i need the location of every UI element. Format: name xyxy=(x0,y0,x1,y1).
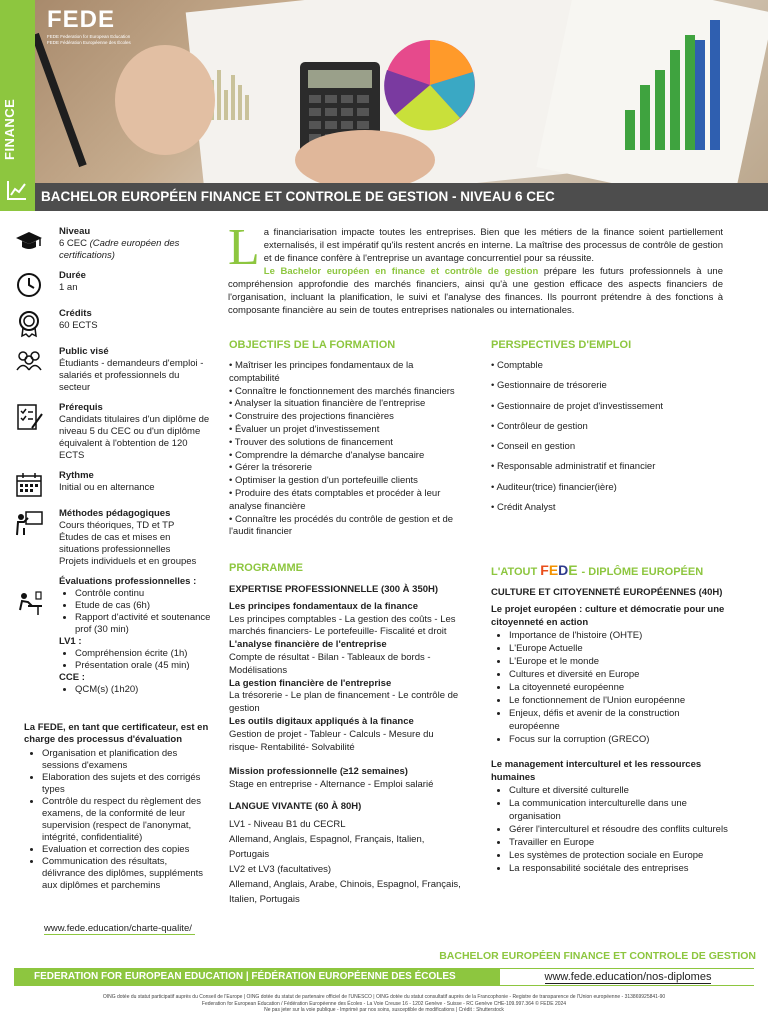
objectif-item: • Évaluer un projet d'investissement xyxy=(229,423,380,435)
calendar-icon xyxy=(14,470,44,500)
objectifs-list xyxy=(229,360,461,539)
objectif-item: • Connaître le fonctionnement des marchés financiers xyxy=(229,385,455,397)
mgmt-item: • Gérer l'interculturel et résoudre des conflits culturels xyxy=(509,823,729,836)
projet-item: • L'Europe et le monde xyxy=(509,655,729,668)
programme-block-title: La gestion financière de l'entreprise xyxy=(229,677,392,689)
title-bar xyxy=(35,183,768,211)
objectif-item: • Construire des projections financières xyxy=(229,411,394,423)
objectif-item: • Analyser la situation financière de l'entreprise xyxy=(229,398,426,410)
info-prerequis xyxy=(14,402,212,462)
evaluations-title: Évaluations professionnelles : xyxy=(59,576,197,587)
student-desk-icon xyxy=(14,588,44,618)
projet-item: • L'Europe Actuelle xyxy=(509,642,729,655)
intro-paragraph-1: a financiarisation impacte toutes les entreprises. Bien que les métiers de la finance soient partiellement externalisés, il est impératif qu'ils restent ancrés en interne. La maîtrise des processus de contrôle de gestion et de finance confère à l'entreprise un avantage concurrentiel pour sa réussite. xyxy=(263,227,723,264)
credits-title: Crédits xyxy=(59,308,92,319)
objectif-item: • Gérer la trésorerie xyxy=(229,462,313,474)
info-column xyxy=(14,226,212,704)
perspective-item: • Auditeur(trice) financier(ière) xyxy=(491,481,617,493)
objectif-item: • Optimiser la gestion d'un portefeuille clients xyxy=(229,475,418,487)
projet-item: • Enjeux, défis et avenir de la construction européenne xyxy=(509,707,729,733)
info-public xyxy=(14,346,212,394)
mgmt-item: • Les systèmes de protection sociale en Europe xyxy=(509,849,729,862)
fede-logo-subtitle-1: FEDE Federation for European Education xyxy=(47,34,131,39)
footer-legal xyxy=(40,994,728,1014)
expertise-title: EXPERTISE PROFESSIONNELLE (300 À 350H) xyxy=(229,584,439,595)
public-title: Public visé xyxy=(59,346,109,357)
legal-line-1: OING dotée du statut participatif auprès du Conseil de l'Europe | OING dotée du statut de partenaire officiel de l'UNESCO | OING dotée du statut consultatif auprès de la Francophonie - Registre de transparence de l'Union européenne - 313869925841-90 xyxy=(102,994,666,1000)
methodes-value-3: Projets individuels et en groupes xyxy=(59,556,197,567)
charte-qualite-link[interactable]: www.fede.education/charte-qualite/ xyxy=(44,923,195,935)
atout-title-post: - DIPLÔME EUROPÉEN xyxy=(581,566,704,578)
footer-program-name: BACHELOR EUROPÉEN FINANCE ET CONTROLE DE GESTION xyxy=(439,950,756,962)
fede-logo xyxy=(47,6,131,46)
duree-title: Durée xyxy=(59,270,86,281)
fede-box-item: • Evaluation et correction des copies xyxy=(42,844,212,856)
badge-icon xyxy=(14,308,44,338)
credits-value: 60 ECTS xyxy=(59,320,98,331)
footer-bar-text: FEDERATION FOR EUROPEAN EDUCATION | FÉDÉRATION EUROPÉENNE DES ÉCOLES xyxy=(34,971,456,982)
line-chart-icon xyxy=(5,178,29,202)
atout-title-pre: L'ATOUT xyxy=(491,566,538,578)
projet-item: • Focus sur la corruption (GRECO) xyxy=(509,733,729,746)
programme-block-title: L'analyse financière de l'entreprise xyxy=(229,639,387,651)
checklist-icon xyxy=(14,402,44,432)
atout-content xyxy=(491,586,729,875)
programme-block-body: La trésorerie - Le plan de financement - Le contrôle de gestion xyxy=(229,690,459,715)
legal-line-3: Ne pas jeter sur la voie publique - Imprimé par nos soins, susceptible de modifications | Crédit : Shutterstock xyxy=(264,1007,504,1013)
side-category-label: FINANCE xyxy=(2,98,17,160)
fede-box-item: • Contrôle du respect du règlement des examens, de la conformité de leur supervision (respect de l'anonymat, intégrité, confidentialité) xyxy=(42,796,212,844)
perspective-item: • Crédit Analyst xyxy=(491,502,556,514)
lv1-languages: Allemand, Anglais, Espagnol, Français, Italien, Portugais xyxy=(229,833,425,860)
perspective-item: • Comptable xyxy=(491,360,543,371)
info-methodes xyxy=(14,508,212,568)
methodes-value-1: Cours théoriques, TD et TP xyxy=(59,520,175,531)
fede-evaluation-box xyxy=(20,722,212,892)
evaluations-item: • Contrôle continu xyxy=(75,588,212,600)
atout-heading xyxy=(491,562,703,578)
lv23-languages: Allemand, Anglais, Arabe, Chinois, Espagnol, Français, Italien, Portugais xyxy=(229,878,461,905)
hero-photo xyxy=(35,0,768,183)
methodes-title: Méthodes pédagogiques xyxy=(59,508,171,519)
niveau-note: (Cadre européen des certifications) xyxy=(59,238,180,261)
rythme-value: Initial ou en alternance xyxy=(59,482,155,493)
info-rythme xyxy=(14,470,212,500)
programme-block-body: Gestion de projet - Tableur - Calculs - Mesure du risque- Rentabilité- Solvabilité xyxy=(229,728,434,753)
mgmt-item: • La communication interculturelle dans une organisation xyxy=(509,797,729,823)
people-icon xyxy=(14,346,44,376)
objectif-item: • Maîtriser les principes fondamentaux de la comptabilité xyxy=(229,360,414,384)
info-niveau xyxy=(14,226,212,262)
projet-item: • Le fonctionnement de l'Union européenne xyxy=(509,694,729,707)
programme-block-body: Compte de résultat - Bilan - Tableaux de bords - Modélisations xyxy=(229,651,431,676)
objectif-item: • Connaître les procédés du contrôle de gestion et de l'audit financier xyxy=(229,513,454,538)
niveau-value: 6 CEC xyxy=(59,238,87,249)
atout-subtitle: CULTURE ET CITOYENNETÉ EUROPÉENNES (40H) xyxy=(491,587,723,598)
mission-title: Mission professionnelle (≥12 semaines) xyxy=(229,766,408,778)
mgmt-item: • La responsabilité sociétale des entreprises xyxy=(509,862,729,875)
mission-body: Stage en entreprise - Alternance - Emploi salarié xyxy=(229,779,434,791)
intro-dropcap: L xyxy=(228,219,260,276)
programme-block-title: Les principes fondamentaux de la finance xyxy=(229,600,418,612)
intro-text xyxy=(228,219,723,317)
intro-paragraph-2: prépare les futurs professionnels à une compréhension approfondie des marchés financiers, ainsi qu'à une gestion efficace des aspects financiers de l'organisation, incluant la planification, le suivi et l'analyse des finances. Ils pourront prétendre à des fonctions à composante financière au sein de toutes entreprises nationales ou internationales. xyxy=(228,266,723,316)
atout-fede-logo: FEDE xyxy=(540,562,578,578)
projet-title: Le projet européen : culture et démocratie pour une citoyenneté en action xyxy=(491,604,725,628)
finance-documents-illustration xyxy=(35,0,768,183)
objectif-item: • Trouver des solutions de financement xyxy=(229,436,393,448)
info-evaluations xyxy=(14,576,212,696)
legal-line-2: Federation for European Education / Fédération Européenne des Écoles - La Voie Creuse 16 - 1202 Genève - Suisse - RC Genève CHE-109.997.364 © FEDE 2024 xyxy=(201,1000,567,1007)
programme-heading: PROGRAMME xyxy=(229,562,303,574)
nos-diplomes-link[interactable]: www.fede.education/nos-diplomes xyxy=(544,971,712,983)
lv1-item: • Compréhension écrite (1h) xyxy=(75,648,212,660)
niveau-title: Niveau xyxy=(59,226,91,237)
perspective-item: • Responsable administratif et financier xyxy=(491,461,656,473)
graduation-cap-icon xyxy=(14,226,44,256)
objectif-item: • Comprendre la démarche d'analyse bancaire xyxy=(229,449,425,461)
fede-logo-subtitle-2: FEDE Fédération Européenne des Écoles xyxy=(47,40,131,45)
page-title: BACHELOR EUROPÉEN FINANCE ET CONTROLE DE GESTION - NIVEAU 6 CEC xyxy=(41,189,555,204)
cce-item: • QCM(s) (1h20) xyxy=(75,684,212,696)
perspectives-list xyxy=(491,359,729,521)
teacher-icon xyxy=(14,508,44,538)
perspective-item: • Gestionnaire de trésorerie xyxy=(491,380,607,392)
lv1-item: • Présentation orale (45 min) xyxy=(75,660,212,672)
fede-box-lead: La FEDE, en tant que certificateur, est en charge des processus d'évaluation xyxy=(24,722,209,745)
fede-box-item: • Communication des résultats, délivrance des diplômes, suppléments aux diplômes et parchemins xyxy=(42,856,212,892)
prerequis-title: Prérequis xyxy=(59,402,103,413)
mgmt-title: Le management interculturel et les ressources humaines xyxy=(491,759,702,783)
fede-logo-text: FEDE xyxy=(47,6,116,33)
info-duree xyxy=(14,270,212,300)
objectif-item: • Produire des états comptables et procéder à leur analyse financière xyxy=(229,487,441,512)
info-credits xyxy=(14,308,212,338)
mgmt-item: • Travailler en Europe xyxy=(509,836,729,849)
projet-item: • Cultures et diversité en Europe xyxy=(509,668,729,681)
duree-value: 1 an xyxy=(59,282,78,293)
fede-box-item: • Organisation et planification des sessions d'examens xyxy=(42,748,212,772)
evaluations-item: • Etude de cas (6h) xyxy=(75,600,212,612)
projet-item: • Importance de l'histoire (OHTE) xyxy=(509,629,729,642)
programme-content xyxy=(229,584,461,907)
lv1-title: LV1 : xyxy=(59,636,82,647)
prerequis-value: Candidats titulaires d'un diplôme de niveau 5 du CEC ou d'un diplôme équivalent à l'obtention de 120 ECTS xyxy=(59,414,210,461)
fede-box-item: • Elaboration des sujets et des corrigés types xyxy=(42,772,212,796)
mgmt-item: • Culture et diversité culturelle xyxy=(509,784,729,797)
cce-title: CCE : xyxy=(59,672,85,683)
clock-icon xyxy=(14,270,44,300)
lv23-level: LV2 et LV3 (facultatives) xyxy=(229,863,332,875)
rythme-title: Rythme xyxy=(59,470,94,481)
lv1-level: LV1 - Niveau B1 du CECRL xyxy=(229,818,346,830)
programme-block-title: Les outils digitaux appliqués à la finance xyxy=(229,715,414,727)
methodes-value-2: Études de cas et mises en situations professionnelles xyxy=(59,532,171,555)
evaluations-item: • Rapport d'activité et soutenance prof (30 min) xyxy=(75,612,212,636)
programme-block-body: Les principes comptables - La gestion des coûts - Les marchés financiers- Le portefeuille- Fiscalité et droit xyxy=(229,613,456,638)
intro-highlight: Le Bachelor européen en finance et contrôle de gestion xyxy=(263,266,539,277)
perspective-item: • Gestionnaire de projet d'investissement xyxy=(491,400,664,412)
perspective-item: • Contrôleur de gestion xyxy=(491,420,588,432)
perspective-item: • Conseil en gestion xyxy=(491,441,576,453)
langue-title: LANGUE VIVANTE (60 À 80H) xyxy=(229,800,362,812)
perspectives-heading: PERSPECTIVES D'EMPLOI xyxy=(491,339,632,351)
public-value: Étudiants - demandeurs d'emploi - salariés et professionnels du secteur xyxy=(59,358,204,393)
projet-item: • La citoyenneté européenne xyxy=(509,681,729,694)
footer-url-box[interactable] xyxy=(500,969,756,985)
objectifs-heading: OBJECTIFS DE LA FORMATION xyxy=(229,339,396,351)
